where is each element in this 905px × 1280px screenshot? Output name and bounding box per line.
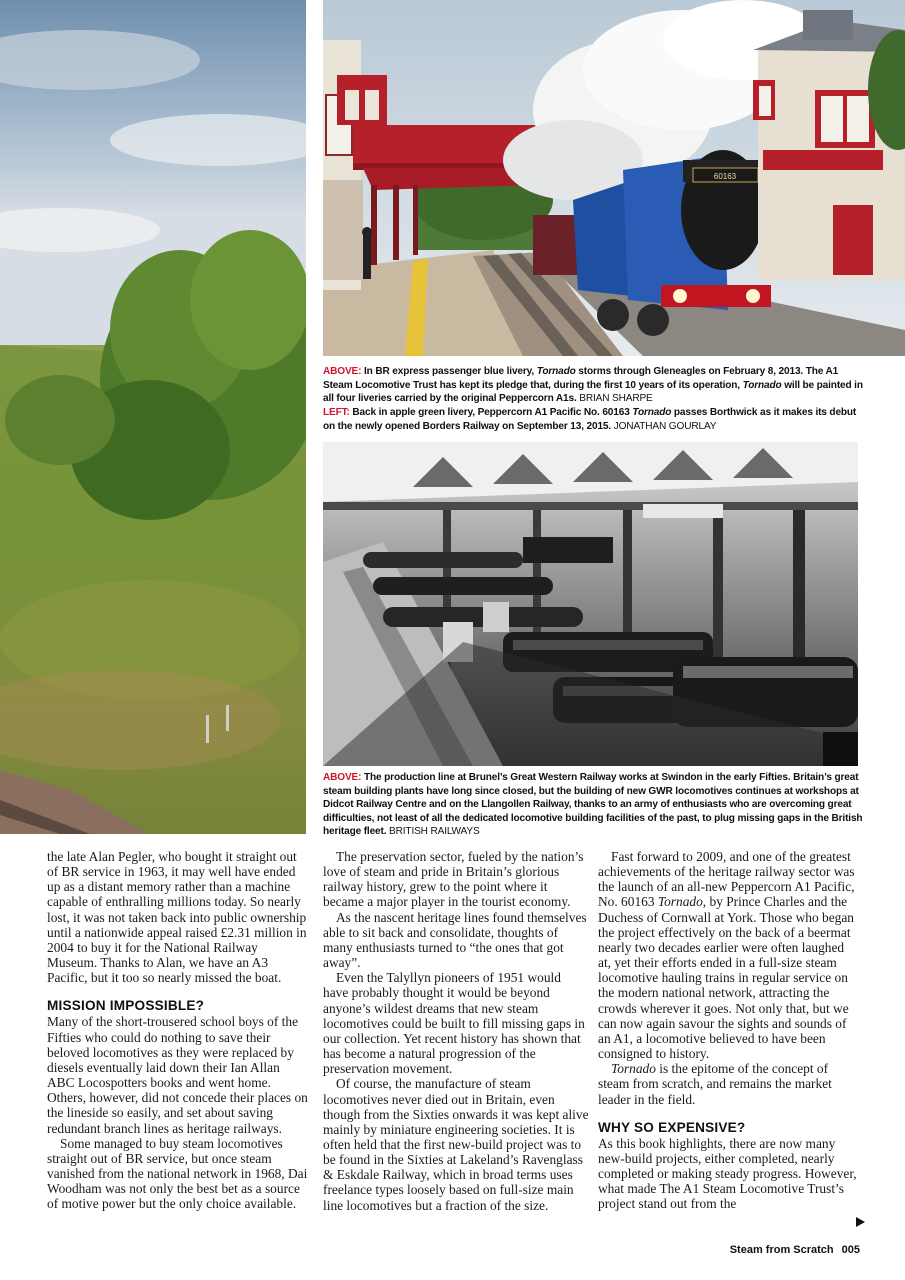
footer-title: Steam from Scratch: [729, 1244, 834, 1256]
article-column-1: [47, 849, 309, 1211]
paragraph: Many of the short-trousered school boys of the Fifties who could do nothing to save their beloved locomotives as they were replaced by diesels eventually laid down their Ian Allan ABC Locospotters books and went home. Others, however, did not concede their places on the lineside so easily, and set about saving redundant branch lines as heritage railways.: [47, 1014, 308, 1136]
photo-credit: JONATHAN GOURLAY: [613, 420, 717, 432]
caption-tornado-borthwick: [323, 406, 863, 433]
paragraph-text: is the epitome of the concept of steam from scratch, and remains the market leader in the field.: [598, 1061, 832, 1107]
paragraph: Even the Talyllyn pioneers of 1951 would have probably thought it would be beyond anyone’s wildest dreams that new steam locomotives could be built to fill missing gaps in our collection. Yet recent history has shown that has become a natural progression of the preservation movement.: [323, 970, 585, 1077]
section-heading-mission-impossible: MISSION IMPOSSIBLE?: [47, 998, 205, 1014]
photo-credit: BRITISH RAILWAYS: [389, 826, 480, 837]
caption-text: storms through Gleneagles on February 8, 2013. The A1 Steam Locomotive Trust has kept its pledge that, during the first 10 years of its operation,: [323, 366, 839, 391]
paragraph: Of course, the manufacture of steam locomotives never died out in Britain, even though from the Sixties onwards it was kept alive mainly by miniature engineering societies. It is often held that the first new-build project was to be found in the Sixties at Lakeland’s Ravenglass & Eskdale Railway, which in broad terms uses freelance types loosely based on full-size main line locomotives but a fraction of the size.: [323, 1076, 589, 1213]
paragraph-text: Fast forward to 2009, and one of the greatest achievements of the heritage railway sector was the launch of an all-new Peppercorn A1 Pacific, No. 60163: [598, 849, 855, 910]
caption-italic: Tornado: [742, 379, 782, 391]
caption-text: Back in apple green livery, Peppercorn A1 Pacific No. 60163: [349, 407, 633, 418]
paragraph: As the nascent heritage lines found themselves able to sit back and consolidate, thoughts of many enthusiasts turned to “the ones that got away”.: [323, 909, 587, 971]
article-column-2: [323, 849, 589, 1213]
caption-text: The production line at Brunel’s Great Western Railway works at Swindon in the early Fifties. Britain’s great steam building plants have long since closed, but the building of new GWR locomotives continues at workshops at Didcot Railway Centre and on the Llangollen Railway, thanks to an army of enthusiasts who are overcoming great difficulties, not least of all the dedicated locomotive building facilities of the past, to plug missing gaps in the British heritage fleet.: [323, 772, 863, 837]
paragraph-italic: Tornado: [611, 1061, 656, 1077]
photo-borthwick-embankment: [0, 0, 306, 834]
caption-text: will be painted in all four liveries carried by the original Peppercorn A1s.: [323, 379, 863, 404]
photo-swindon-works: [323, 442, 858, 766]
caption-swindon-works: [323, 771, 863, 839]
caption-label: ABOVE:: [323, 772, 362, 783]
caption-italic: Tornado: [632, 407, 672, 418]
paragraph: [598, 849, 860, 1061]
paragraph: the late Alan Pegler, who bought it straight out of BR service in 1963, it may well have ended up as a distant memory rather than a machine capable of enthralling millions today. So nearly lost, it was not taken back into public ownership until a nationwide appeal raised £2.31 million in 2004 to buy it for the National Railway Museum. Thanks to Alan, we have an A3 Pacific, but it too so nearly missed the boat.: [47, 849, 307, 986]
page-footer: [720, 1244, 860, 1256]
caption-text: passes Borthwick as it makes its debut on the newly opened Borders Railway on September 13, 2015.: [323, 407, 857, 432]
paragraph: As this book highlights, there are now many new-build projects, either completed, nearly completed or making steady progress. However, what made The A1 Steam Locomotive Trust’s project stand out from the: [598, 1135, 857, 1212]
section-heading-why-so-expensive: WHY SO EXPENSIVE?: [598, 1119, 746, 1135]
smokebox-number-plate: 60163: [713, 172, 737, 181]
photo-tornado-gleneagles: [323, 0, 905, 356]
caption-label: LEFT:: [323, 407, 350, 418]
photo-credit: BRIAN SHARPE: [579, 393, 653, 404]
caption-tornado-gleneagles: [323, 365, 863, 406]
paragraph-italic: Tornado: [657, 894, 703, 910]
article-column-3: [598, 849, 860, 1211]
paragraph-text: , by Prince Charles and the Duchess of Cornwall at York. Those who began the project effectively on the back of a beermat nearly two decades earlier were often laughed at, yet their efforts ended in a full-size steam locomotive hauling trains in regular service on the modern national network, attracting the crowds wherever it goes. Not only that, but we can now again savour the sights and sounds of an A1, a locomotive believed to have been consigned to history.: [598, 894, 855, 1062]
caption-text: In BR express passenger blue livery,: [361, 366, 537, 377]
page-number: 005: [841, 1244, 860, 1256]
caption-label: ABOVE:: [323, 366, 362, 377]
continue-arrow-icon: [856, 1217, 865, 1227]
caption-italic: Tornado: [536, 366, 576, 377]
paragraph: The preservation sector, fueled by the nation’s love of steam and pride in Britain’s glorious railway history, grew to the point where it became a major player in the tourist economy.: [323, 849, 584, 910]
paragraph: Some managed to buy steam locomotives straight out of BR service, but once steam vanished from the national network in 1968, Dai Woodham was not only the best bet as a source of motive power but the only choice available.: [47, 1135, 308, 1212]
paragraph: [598, 1061, 860, 1106]
